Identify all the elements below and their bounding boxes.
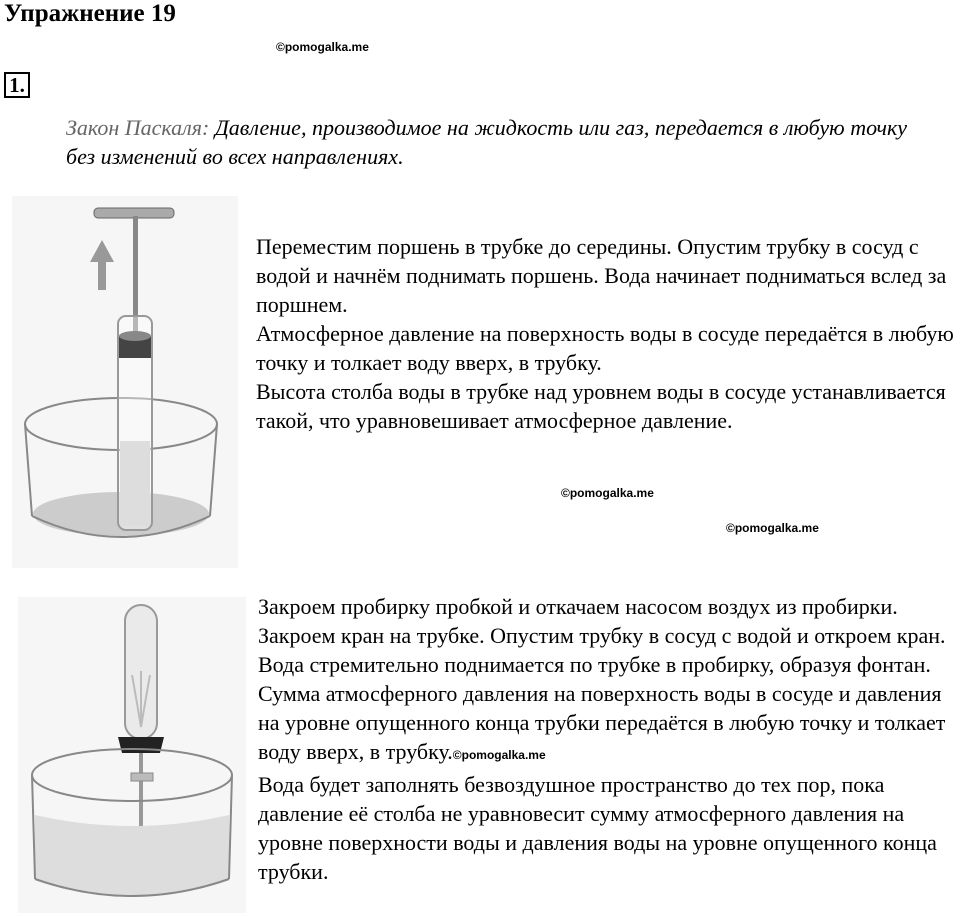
watermark: ©pomogalka.me bbox=[726, 521, 819, 535]
law-term: Закон Паскаля: bbox=[66, 115, 210, 140]
piston-tube-illustration bbox=[12, 196, 238, 568]
pascal-law bbox=[66, 113, 936, 171]
section2-text bbox=[258, 592, 958, 886]
section2-text-b: Вода будет заполнять безвоздушное пространство до тех пор, пока давление её столба не уравновесит сумму атмосферного давления на уровне поверхности воды и давления воды на уровне опущенного конца трубки. bbox=[258, 772, 937, 884]
watermark-inline: ©pomogalka.me bbox=[452, 748, 546, 762]
fountain-figure bbox=[18, 597, 246, 913]
fountain-illustration bbox=[18, 597, 246, 913]
page-title: Упражнение 19 bbox=[4, 0, 176, 27]
section2-text-a: Закроем пробирку пробкой и откачаем насосом воздух из пробирки. Закроем кран на трубке. Опустим трубку в сосуд с водой и откроем кран. Вода стремительно поднимается по трубке в пробирку, образуя фонтан. Сумма атмосферного давления на поверхность воды в сосуде и давления на уровне опущенного конца трубки передаётся в любую точку и толкает воду вверх, в трубку. bbox=[258, 594, 946, 764]
up-arrow-icon bbox=[90, 240, 114, 290]
piston-tube-figure bbox=[12, 196, 238, 568]
watermark: ©pomogalka.me bbox=[276, 40, 369, 54]
watermark: ©pomogalka.me bbox=[561, 486, 654, 500]
section1-text: Переместим поршень в трубке до середины. Опустим трубку в сосуд с водой и начнём поднимать поршень. Вода начинает подниматься вслед за поршнем. Атмосферное давление на поверхность воды в сосуде передаётся в любую точку и толкает воду вверх, в трубку. Высота столба воды в трубке над уровнем воды в сосуде устанавливается такой, что уравновешивает атмосферное давление. bbox=[256, 234, 954, 433]
task-number: 1. bbox=[4, 72, 30, 98]
law-text: Давление, производимое на жидкость или газ, передается в любую точку без изменений во всех направлениях. bbox=[66, 115, 908, 169]
